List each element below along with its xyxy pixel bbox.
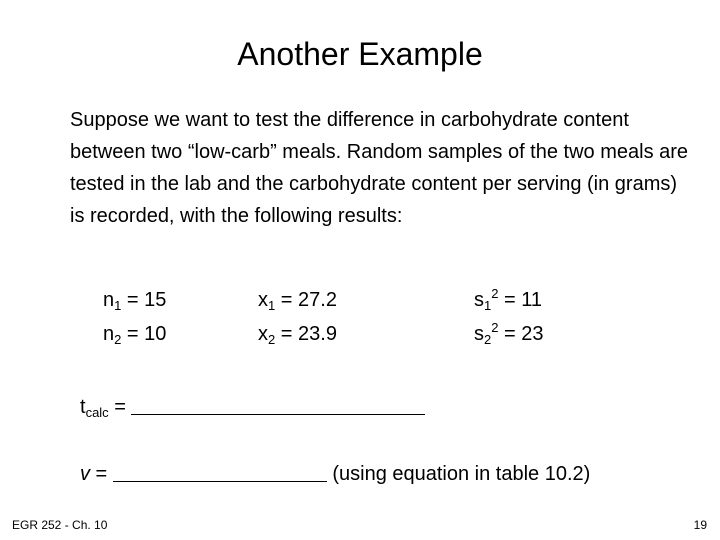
variable-value: = 23 <box>498 323 544 345</box>
variable-symbol: x <box>258 289 268 311</box>
variable-value: = 23.9 <box>275 323 337 345</box>
variable-symbol: x <box>258 323 268 345</box>
nu-note: (using equation in table 10.2) <box>326 463 591 485</box>
nu-equals: = <box>90 463 113 485</box>
variable-superscript: 2 <box>491 320 499 335</box>
problem-statement: Suppose we want to test the difference in carbohydrate content between two “low-carb” meals. Random samples of the two meals are tested in the lab and the carbohydrate content per serving (in grams) is recorded, with the following results: <box>70 109 689 227</box>
footer-course: EGR 252 - Ch. 10 <box>12 518 108 532</box>
variable-n2 <box>103 318 166 350</box>
tcalc-subscript: calc <box>85 405 109 420</box>
variable-subscript: 1 <box>484 298 492 313</box>
variable-symbol: n <box>103 323 115 345</box>
nu-answer-blank <box>113 461 327 482</box>
variable-x2 <box>258 318 337 350</box>
nu-symbol: v <box>80 463 90 485</box>
variable-symbol: n <box>103 289 115 311</box>
slide-title: Another Example <box>237 36 483 72</box>
variable-value: = 27.2 <box>275 289 337 311</box>
variable-s1-squared <box>474 284 542 316</box>
variable-subscript: 2 <box>484 332 492 347</box>
variable-value: = 11 <box>498 289 543 311</box>
degrees-of-freedom-line <box>80 458 590 490</box>
tcalc-line <box>80 391 425 423</box>
tcalc-symbol: t <box>80 396 86 418</box>
variable-n1 <box>103 284 166 316</box>
variable-x1 <box>258 284 337 316</box>
variable-subscript: 1 <box>268 298 276 313</box>
variable-value: = 10 <box>121 323 167 345</box>
tcalc-answer-blank <box>131 394 425 415</box>
variable-value: = 15 <box>121 289 167 311</box>
tcalc-equals: = <box>108 396 132 418</box>
footer-page-number: 19 <box>693 518 707 532</box>
variable-s2-squared <box>474 318 544 350</box>
variable-subscript: 1 <box>114 298 122 313</box>
variable-subscript: 2 <box>114 332 122 347</box>
variable-symbol: s <box>474 289 484 311</box>
variable-symbol: s <box>474 323 484 345</box>
variable-superscript: 2 <box>491 286 499 301</box>
variable-subscript: 2 <box>268 332 276 347</box>
